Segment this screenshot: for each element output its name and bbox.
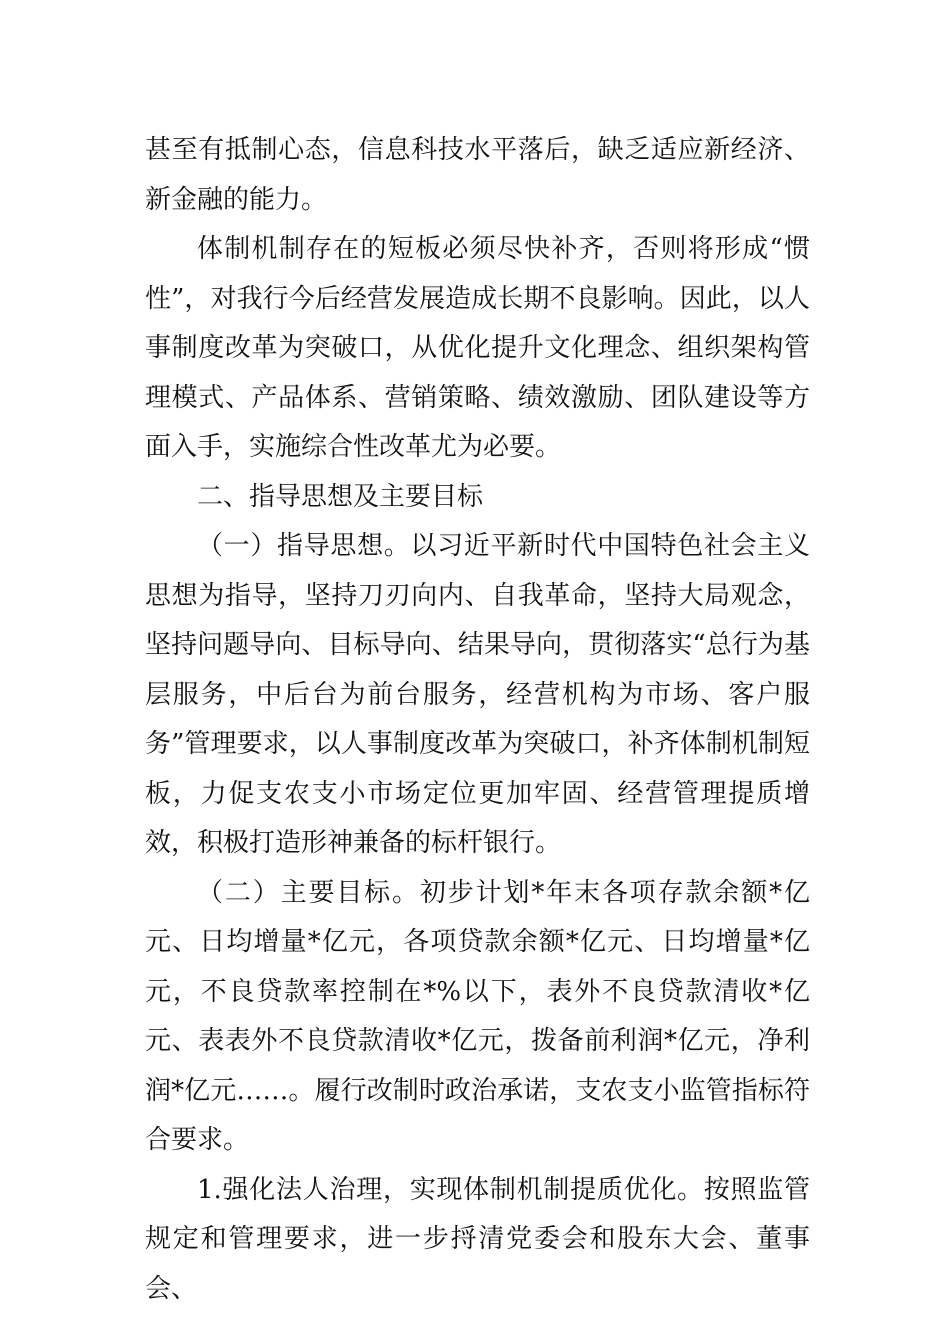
document-body: [145, 126, 810, 1314]
paragraph-corporate-governance: 1.强化法人治理，实现体制机制提质优化。按照监管规定和管理要求，进一步捋清党委会和股东大会、董事会、: [145, 1174, 810, 1304]
paragraph-reform-necessity: 体制机制存在的短板必须尽快补齐，否则将形成“惯性”，对我行今后经营发展造成长期不良影响。因此，以人事制度改革为突破口，从优化提升文化理念、组织架构管理模式、产品体系、营销策略、绩效激励、团队建设等方面入手，实施综合性改革尤为必要。: [145, 234, 810, 462]
paragraph-continuation: 甚至有抵制心态，信息科技水平落后，缺乏适应新经济、新金融的能力。: [145, 135, 810, 215]
paragraph-main-goals: （二）主要目标。初步计划*年末各项存款余额*亿元、日均增量*亿元，各项贷款余额*亿元、日均增量*亿元，不良贷款率控制在*%以下，表外不良贷款清收*亿元、表表外不良贷款清收*亿元，拨备前利润*亿元，净利润*亿元……。履行改制时政治承诺，支农支小监管指标符合要求。: [145, 877, 810, 1155]
paragraph-guiding-ideology: （一）指导思想。以习近平新时代中国特色社会主义思想为指导，坚持刀刃向内、自我革命，坚持大局观念，坚持问题导向、目标导向、结果导向，贯彻落实“总行为基层服务，中后台为前台服务，经营机构为市场、客户服务”管理要求，以人事制度改革为突破口，补齐体制机制短板，力促支农支小市场定位更加牢固、经营管理提质增效，积极打造形神兼备的标杆银行。: [145, 531, 810, 858]
section-heading-guiding-ideology: 二、指导思想及主要目标: [197, 481, 484, 512]
